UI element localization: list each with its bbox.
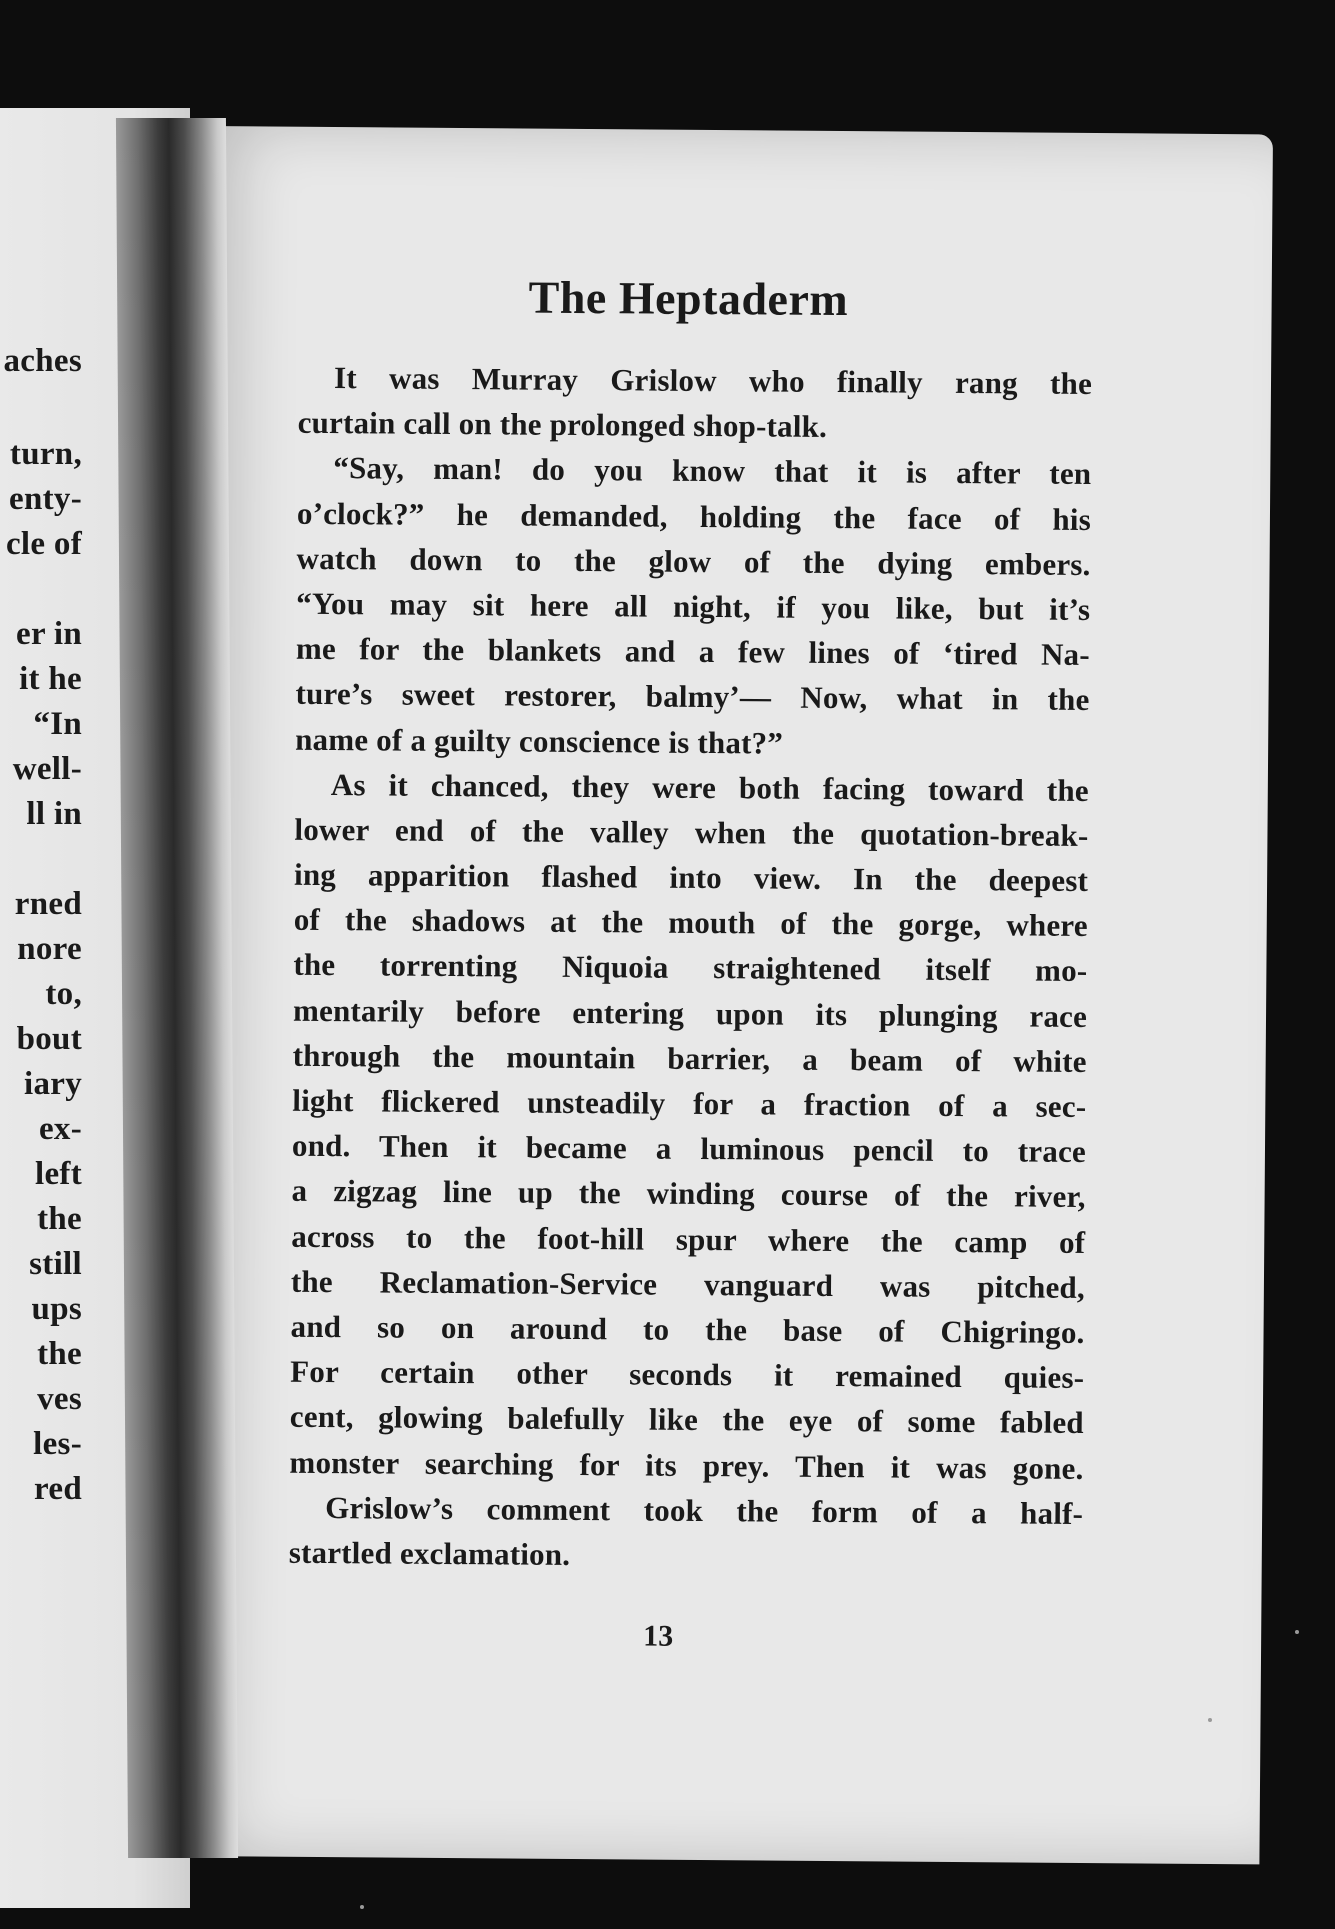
text-line: and so on around to the base of Chigringo. xyxy=(290,1308,1085,1350)
dust-speck xyxy=(1208,1718,1212,1722)
left-page-line: enty- xyxy=(9,481,82,517)
left-page-line: “In xyxy=(33,706,82,742)
left-page-line: rned xyxy=(14,886,82,922)
text-line: ond. Then it became a luminous pencil to trace xyxy=(291,1127,1087,1170)
page-number: 13 xyxy=(643,1619,674,1653)
dust-speck xyxy=(360,1905,364,1909)
text-line: “You may sit here all night, if you like, but it’s xyxy=(296,585,1091,627)
text-line: Grislow’s comment took the form of a half- xyxy=(325,1489,1084,1531)
text-line: startled exclamation. xyxy=(288,1534,571,1572)
left-page-line: still xyxy=(29,1246,82,1282)
text-line: cent, glowing balefully like the eye of some fabled xyxy=(289,1399,1084,1441)
left-page-line: ups xyxy=(31,1291,82,1327)
dust-speck xyxy=(1295,1630,1299,1634)
left-page-line: well- xyxy=(12,751,82,787)
left-page-line: nore xyxy=(17,931,82,967)
left-page-line: ves xyxy=(37,1381,82,1417)
left-page-line: left xyxy=(35,1156,82,1192)
left-page-line: iary xyxy=(23,1066,82,1102)
text-line: through the mountain barrier, a beam of white xyxy=(292,1037,1087,1079)
left-page-line: to, xyxy=(45,976,82,1012)
left-page-line: red xyxy=(34,1471,82,1507)
text-line: ture’s sweet restorer, balmy’— Now, what in the xyxy=(295,676,1090,718)
page-title: The Heptaderm xyxy=(528,271,849,326)
text-line: o’clock?” he demanded, holding the face of his xyxy=(296,495,1092,537)
left-page-line: ex- xyxy=(38,1111,82,1147)
left-page-line: er in xyxy=(16,616,82,652)
left-page-line: the xyxy=(37,1336,82,1372)
left-page-line: les- xyxy=(33,1426,82,1462)
right-page xyxy=(186,126,1273,1864)
left-page-line: the xyxy=(37,1201,82,1237)
left-page-line: ll in xyxy=(26,796,82,832)
text-line: ing apparition flashed into view. In the deepest xyxy=(293,856,1089,899)
text-line: the torrenting Niquoia straightened itself mo- xyxy=(293,947,1088,989)
text-line: watch down to the glow of the dying embers. xyxy=(296,540,1091,582)
book-spine-gutter xyxy=(116,118,238,1858)
text-line: lower end of the valley when the quotation-break- xyxy=(294,811,1089,853)
text-line: monster searching for its prey. Then it was gone. xyxy=(289,1444,1084,1486)
left-page-line: it he xyxy=(19,661,82,697)
text-line: a zigzag line up the winding course of the river, xyxy=(291,1173,1086,1215)
text-line: of the shadows at the mouth of the gorge, where xyxy=(293,902,1088,944)
text-line: “Say, man! do you know that it is after ten xyxy=(333,450,1092,492)
text-line: across to the foot-hill spur where the camp of xyxy=(291,1218,1086,1260)
text-line: As it chanced, they were both facing toward the xyxy=(330,766,1089,808)
left-page-line: aches xyxy=(3,343,82,379)
text-line: It was Murray Grislow who finally rang the xyxy=(333,360,1093,402)
text-line: me for the blankets and a few lines of ‘tired Na- xyxy=(295,630,1091,673)
text-line: name of a guilty conscience is that?” xyxy=(295,721,784,761)
text-line: For certain other seconds it remained quies- xyxy=(290,1353,1085,1396)
left-page-line: turn, xyxy=(9,436,82,472)
text-line: the Reclamation-Service vanguard was pitched, xyxy=(290,1263,1086,1305)
left-page-line: cle of xyxy=(5,526,82,562)
text-line: light flickered unsteadily for a fraction of a sec- xyxy=(292,1082,1087,1124)
body-text xyxy=(289,355,1093,1581)
text-line: mentarily before entering upon its plunging race xyxy=(292,992,1088,1034)
text-line: curtain call on the prolonged shop-talk. xyxy=(297,404,828,445)
left-page-line: bout xyxy=(16,1021,82,1057)
